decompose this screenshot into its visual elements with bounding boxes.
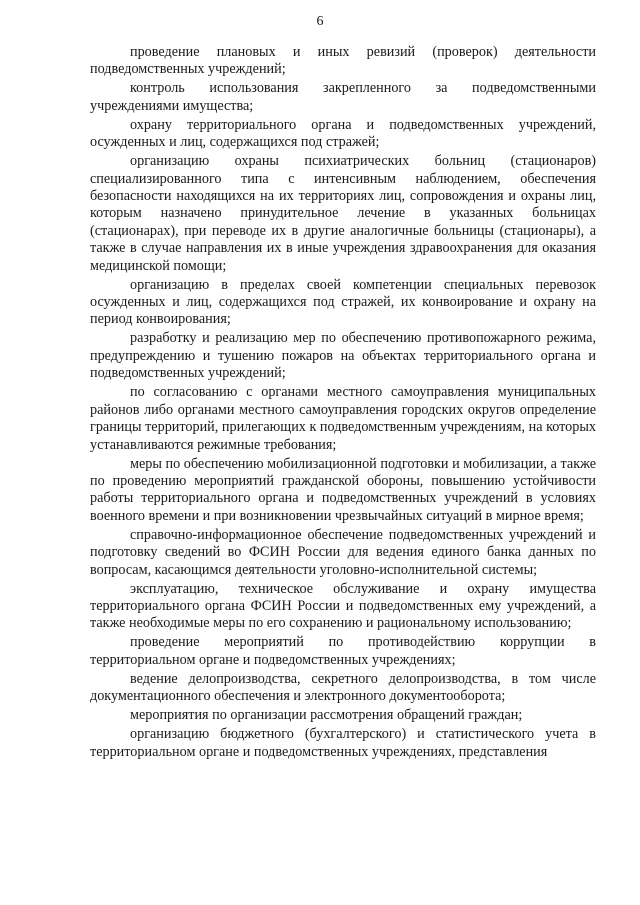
paragraph-property-maintenance: эксплуатацию, техническое обслуживание и охрану имущества территориального органа ФСИН России и подведомственных ему учреждений, а также необходимые меры по его сохранению и рациональному использованию; — [90, 580, 596, 632]
paragraph-property-control: контроль использования закрепленного за подведомственными учреждениями имущества; — [90, 80, 596, 114]
paragraph-mobilization: меры по обеспечению мобилизационной подготовки и мобилизации, а также по проведению мероприятий гражданской обороны, повышению устойчивости работы территориального органа и подведомственных учреждений в условиях военного времени и при возникновении чрезвычайных ситуаций в мирное время; — [90, 455, 596, 524]
paragraph-fire-safety: разработку и реализацию мер по обеспечению противопожарного режима, предупреждению и тушению пожаров на объектах территориального органа и подведомственных учреждений; — [90, 330, 596, 382]
paragraph-accounting: организацию бюджетного (бухгалтерского) и статистического учета в территориальном органе и подведомственных учреждениях, представления — [90, 726, 596, 760]
paragraph-territory-borders: по согласованию с органами местного самоуправления муниципальных районов либо органами местного самоуправления городских округов определение границы территорий, прилегающих к подведомственным учреждениям, на которых устанавливаются режимные требования; — [90, 384, 596, 453]
paragraph-information-support: справочно-информационное обеспечение подведомственных учреждений и подготовку сведений во ФСИН России для ведения единого банка данных по вопросам, касающимся деятельности уголовно-исполнительной системы; — [90, 526, 596, 578]
paragraph-record-keeping: ведение делопроизводства, секретного делопроизводства, в том числе документационного обеспечения и электронного документооборота; — [90, 670, 596, 705]
document-body — [90, 44, 596, 763]
page-number: 6 — [316, 14, 324, 29]
paragraph-revisions: проведение плановых и иных ревизий (проверок) деятельности подведомственных учреждений; — [90, 44, 596, 78]
paragraph-psychiatric-hospitals: организацию охраны психиатрических больниц (стационаров) специализированного типа с интенсивным наблюдением, обеспечения безопасности находящихся на их территориях лиц, сопровождения и охраны лиц, которым назначено принудительное лечение в указанных больницах (стационарах), при переводе их в другие аналогичные больницы (стационары), а также в случае направления их в иные учреждения здравоохранения для оказания медицинской помощи; — [90, 153, 596, 274]
paragraph-anti-corruption: проведение мероприятий по противодействию коррупции в территориальном органе и подведомственных учреждениях; — [90, 634, 596, 668]
paragraph-citizen-appeals: мероприятия по организации рассмотрения обращений граждан; — [130, 707, 523, 724]
paragraph-convoy: организацию в пределах своей компетенции специальных перевозок осужденных и лиц, содержащихся под стражей, их конвоирование и охрану на период конвоирования; — [90, 276, 596, 328]
paragraph-security: охрану территориального органа и подведомственных учреждений, осужденных и лиц, содержащихся под стражей; — [90, 116, 596, 151]
